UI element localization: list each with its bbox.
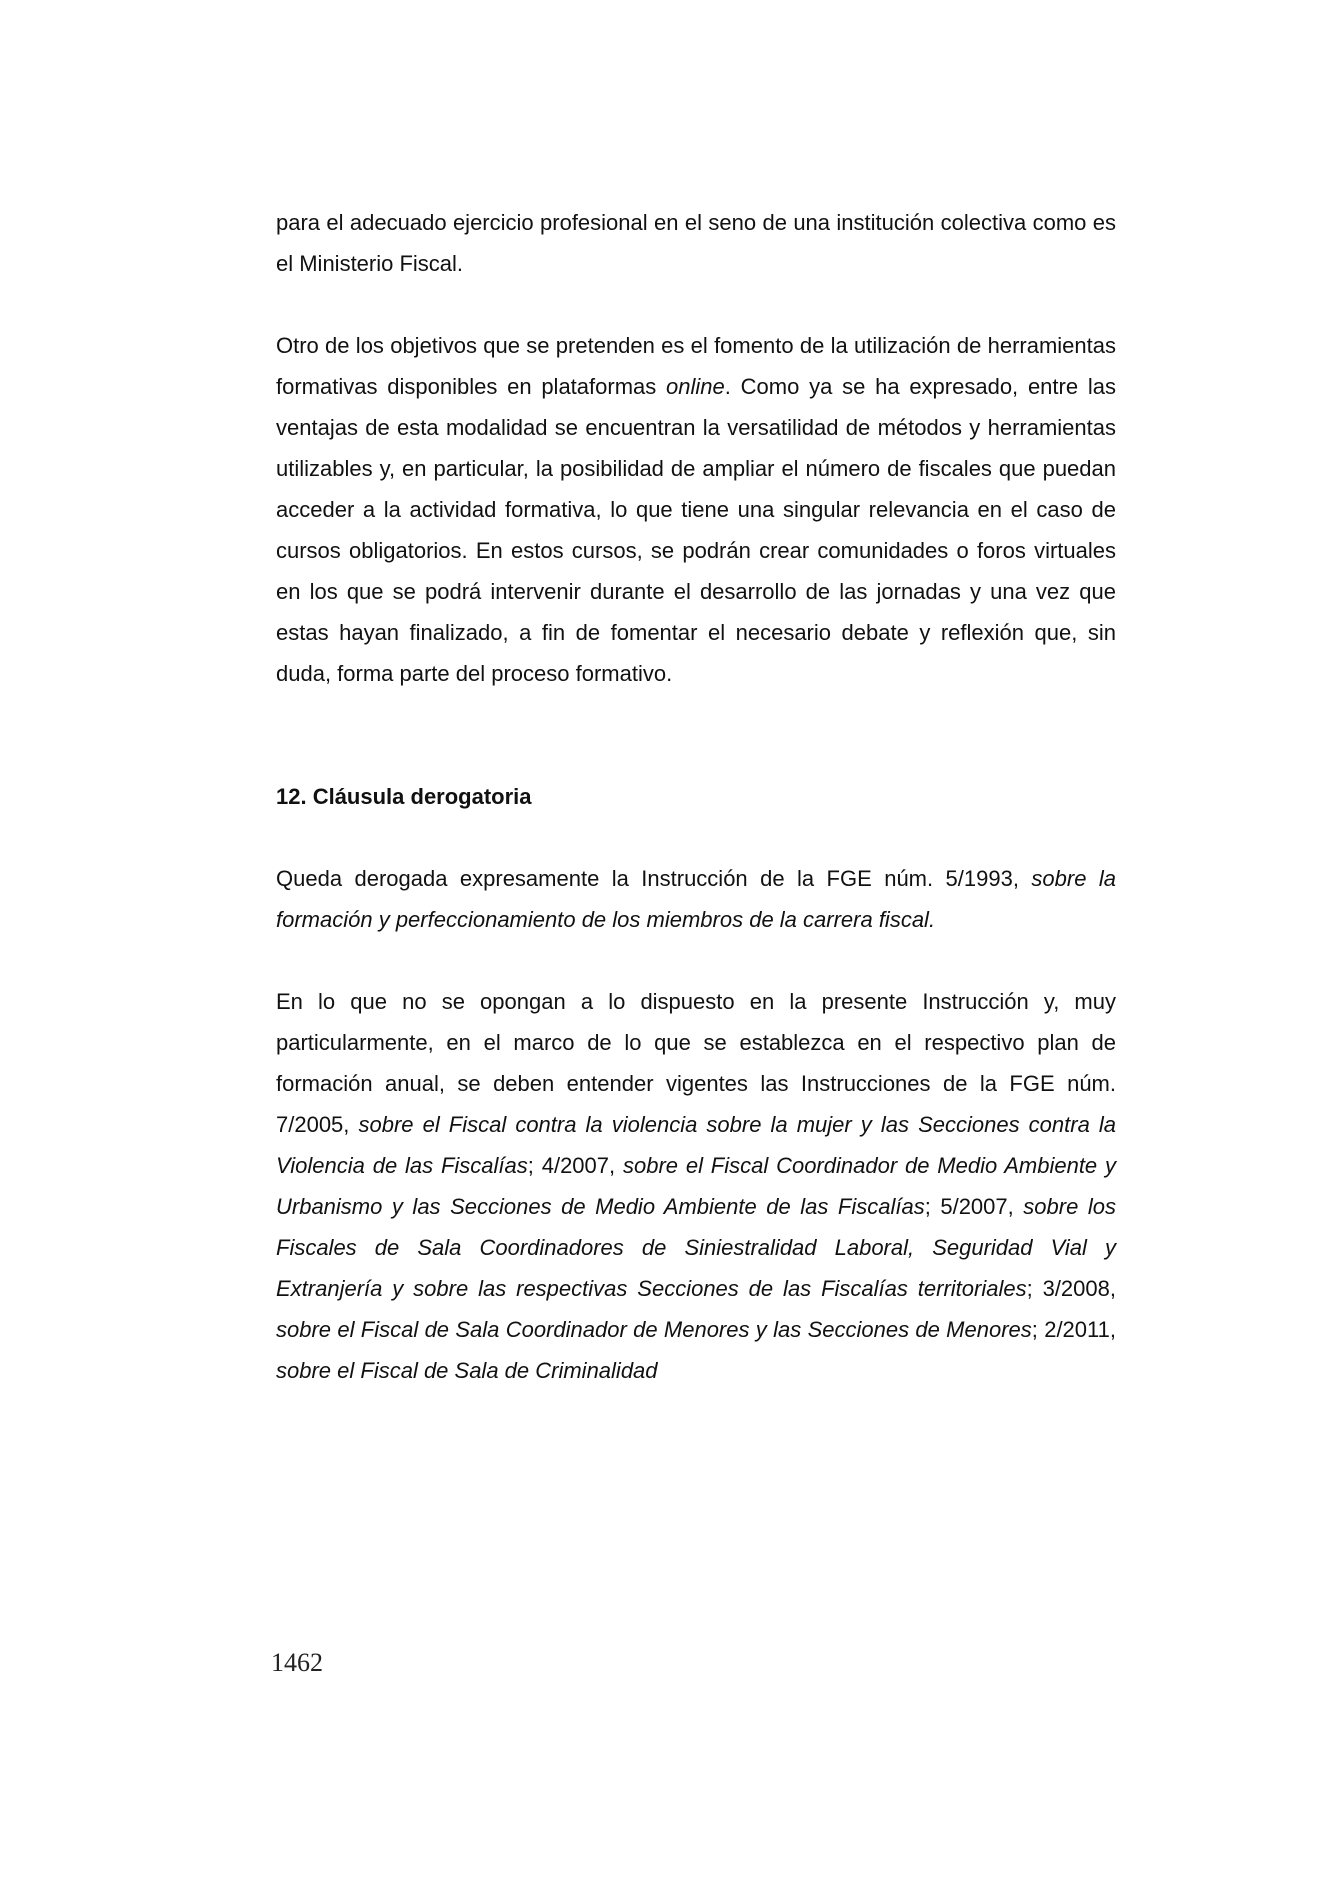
- section-heading: 12. Cláusula derogatoria: [276, 784, 532, 809]
- paragraph-text: ; 3/2008,: [1026, 1276, 1116, 1301]
- italic-title: sobre la formación y perfeccionamiento de los miembros de la carrera fiscal.: [276, 866, 1116, 932]
- paragraph-text: Queda derogada expresamente la Instrucción de la FGE núm. 5/1993,: [276, 866, 1032, 891]
- italic-title: sobre los Fiscales de Sala Coordinadores de Siniestralidad Laboral, Seguridad Vial y Extranjería y sobre las respectivas Secciones de las Fiscalías territoriales: [276, 1194, 1116, 1301]
- paragraph-text: ; 2/2011,: [1031, 1317, 1116, 1342]
- document-body: [276, 202, 1116, 1391]
- page-number: 1462: [271, 1648, 323, 1677]
- italic-title: sobre el Fiscal de Sala Coordinador de Menores y las Secciones de Menores: [276, 1317, 1032, 1342]
- paragraph-text: para el adecuado ejercicio profesional en el seno de una institución colectiva como es el Ministerio Fiscal.: [276, 210, 1116, 276]
- italic-title: sobre el Fiscal de Sala de Criminalidad: [276, 1358, 658, 1383]
- italic-title: sobre el Fiscal Coordinador de Medio Ambiente y Urbanismo y las Secciones de Medio Ambiente de las Fiscalías: [276, 1153, 1116, 1219]
- paragraph-text: . Como ya se ha expresado, entre las ventajas de esta modalidad se encuentran la versatilidad de métodos y herramientas utilizables y, en particular, la posibilidad de ampliar el número de fiscales que puedan acceder a la actividad formativa, lo que tiene una singular relevancia en el caso de cursos obligatorios. En estos cursos, se podrán crear comunidades o foros virtuales en los que se podrá intervenir durante el desarrollo de las jornadas y una vez que estas hayan finalizado, a fin de fomentar el necesario debate y reflexión que, sin duda, forma parte del proceso formativo.: [276, 374, 1116, 686]
- italic-term: online: [666, 374, 725, 399]
- paragraph-continuation: [276, 202, 1116, 284]
- italic-title: sobre el Fiscal contra la violencia sobre la mujer y las Secciones contra la Violencia de las Fiscalías: [276, 1112, 1117, 1178]
- paragraph-text: Otro de los objetivos que se pretenden es el fomento de la utilización de herramientas formativas disponibles en plataformas: [276, 333, 1116, 399]
- paragraph-text: ; 4/2007,: [527, 1153, 623, 1178]
- paragraph-derogation: [276, 858, 1116, 940]
- paragraph-vigentes: [276, 981, 1116, 1391]
- paragraph-online-tools: [276, 325, 1116, 694]
- paragraph-text: ; 5/2007,: [924, 1194, 1024, 1219]
- paragraph-text: En lo que no se opongan a lo dispuesto en la presente Instrucción y, muy particularmente, en el marco de lo que se establezca en el respectivo plan de formación anual, se deben entender vigentes las Instrucciones de la FGE núm. 7/2005,: [276, 989, 1116, 1137]
